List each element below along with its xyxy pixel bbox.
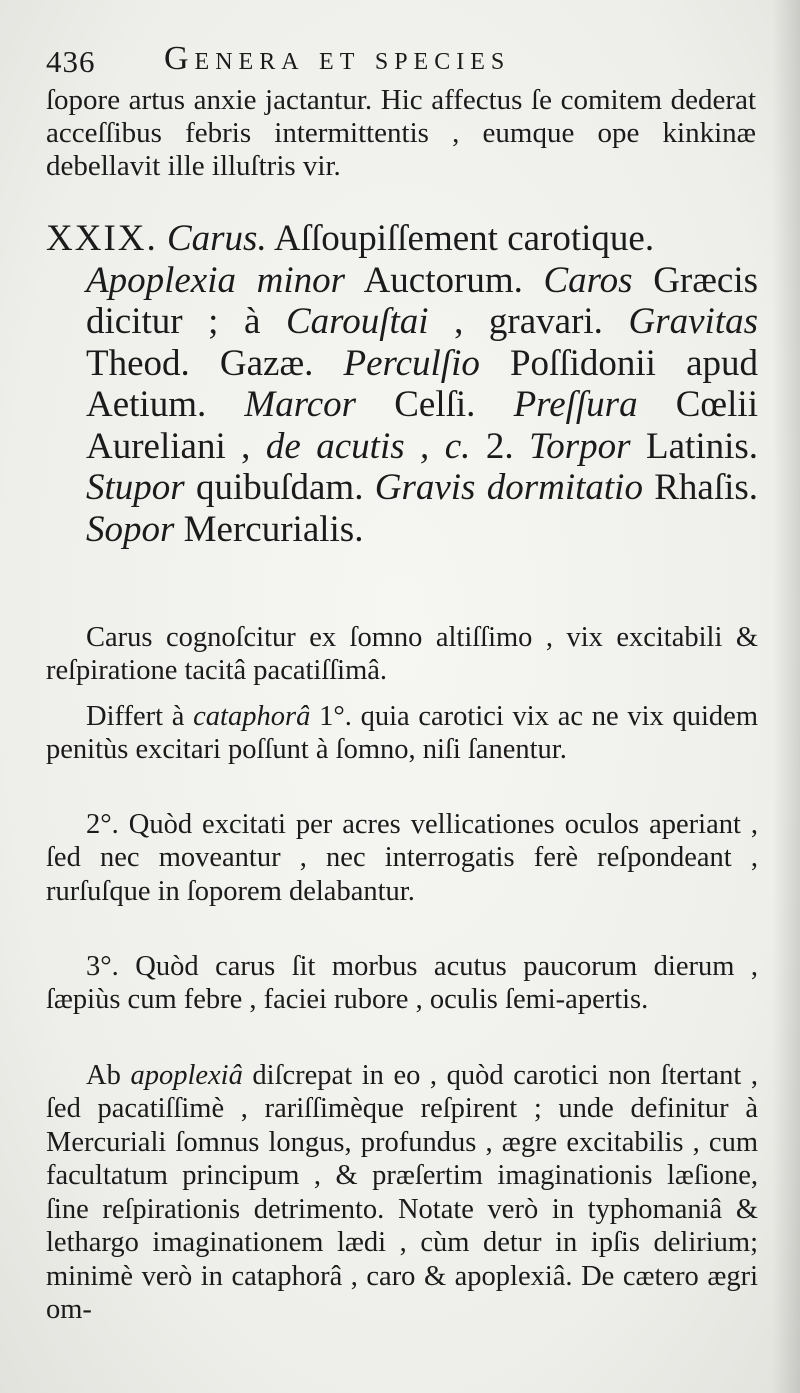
synonym-source: Cœlii Aureliani , [86,384,758,467]
synonyms [46,260,758,551]
running-title: Genera et species [164,40,511,77]
intro-paragraph: ſopore artus anxie jactantur. Hic affectus ſe comitem dederat acceſſibus febris intermittentis , eumque ope kinkinæ debellavit ille illuſtris vir. [46,84,756,182]
synonym-term: Perculſio [343,342,480,384]
synonym-source: , gravari. [454,301,603,342]
synonym-term: Sopor [86,508,175,550]
page-number: 436 [46,44,96,79]
disease-name-french: Aſſoupiſſement carotique. [273,218,655,259]
synonym-source: Theod. Gazæ. [86,342,314,384]
synonym-source: Rhaſis. [654,467,759,508]
paragraph-text: Differt à [86,700,185,732]
paragraph-differs-cataphora [46,700,758,767]
synonym-source: Celſi. [394,384,476,425]
section-heading-block [46,218,758,550]
paragraph-differs-apoplexy [46,1059,758,1327]
synonym-term: Apoplexia minor [86,259,346,301]
paragraph-definition [46,621,758,688]
synonym-term: Carouſtai [285,301,429,342]
paragraph-point-2 [46,808,758,909]
synonym-source: Poſſidonii apud Aetium. [86,342,758,425]
paragraph-text: Carus cognoſcitur ex ſomno altiſſimo , vix excitabili & reſpiratione tacitâ pacatiſſimâ. [46,621,758,686]
paragraph-text: diſcrepat in eo , quòd carotici non ſtertant , ſed pacatiſſimè , rariſſimèque reſpirent ; unde definitur à Mercuriali ſomnus longus, profundus , ægre excitabilis , cum facultatum principum , & præſertim imaginationis læſione, ſine reſpirationis detrimento. Notate verò in typhomaniâ & lethargo imaginationem lædi , cùm detur in ipſis delirium; minimè verò in cataphorâ , caro & apoplexiâ. De cætero ægri om- [46,1059,759,1325]
synonym-source: Græcis dicitur ; à [86,259,759,342]
emphasized-term: apoplexiâ [130,1059,243,1091]
synonym-term: Torpor [529,425,631,467]
paragraph-text: Ab [86,1059,121,1091]
synonym-term: Gravitas [628,301,758,342]
paragraph-text: 3°. Quòd carus ſit morbus acutus paucorum dierum , ſæpiùs cum febre , faciei rubore , oculis ſemi-apertis. [46,950,758,1015]
paragraph-point-3 [46,950,758,1017]
synonym-source: 2. [485,425,514,467]
page-header [46,36,766,86]
paragraph-text: 2°. Quòd excitati per acres vellicationes oculos aperiant , ſed nec moveantur , nec interrogatis ferè reſpondeant , rurſuſque in ſoporem delabantur. [46,808,758,907]
synonym-term: Gravis dormitatio [374,467,643,508]
emphasized-term: cataphorâ [193,700,311,732]
synonym-source: Mercurialis. [183,508,364,550]
synonym-term: Stupor [86,467,185,508]
synonym-source: Auctorum. [363,259,523,301]
synonym-source: quibuſdam. [195,467,364,508]
paragraph-text: 1°. quia carotici vix ac ne vix quidem penitùs excitari poſſunt à ſomno, niſi ſanentur. [46,700,758,765]
synonym-source: Latinis. [646,425,759,467]
synonym-term: de acutis , c. [265,425,471,467]
section-number: XXIX. [46,218,158,259]
disease-name-latin: Carus. [166,218,267,259]
page-edge-shadow [772,0,800,1393]
synonym-term: Marcor [244,384,357,425]
synonym-term: Caros [543,259,633,301]
synonym-term: Preſſura [513,384,638,425]
